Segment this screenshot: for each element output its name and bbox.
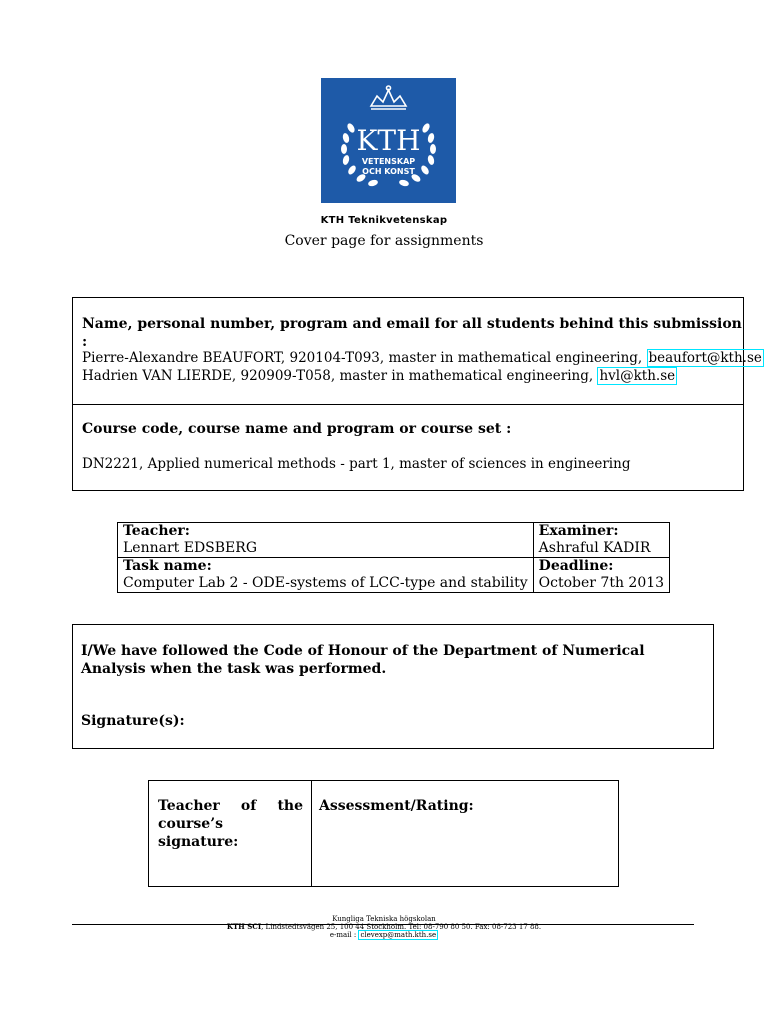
footer-email-link[interactable]: clevexp@math.kth.se [360,931,437,939]
honour-code-box [72,624,714,749]
task-label: Task name: [118,558,534,576]
task-value: Computer Lab 2 - ODE-systems of LCC-type and stability [118,575,534,593]
teacher-label: Teacher: [118,523,534,541]
logo-text: KTH [356,124,421,157]
assessment-label: Assessment/Rating: [319,798,474,814]
students-heading: Name, personal number, program and email for all students behind this submission : [82,316,742,350]
student-2-email-link[interactable]: hvl@kth.se [599,368,676,384]
logo-motto-line2: OCH KONST [362,167,415,176]
signature-label: Signature(s): [81,713,185,729]
honour-statement: I/We have followed the Code of Honour of the Department of Numerical Analysis when the task was performed. [81,643,645,677]
page-subtitle: Cover page for assignments [284,233,484,249]
student-line-1 [82,349,764,367]
box-divider [73,404,743,405]
footer-email-line [0,931,768,939]
student-line-2 [82,367,677,385]
deadline-value: October 7th 2013 [533,575,669,593]
footer-email-label: e-mail : [329,931,359,939]
assessment-box [148,780,619,887]
kth-logo [321,78,456,203]
course-heading: Course code, course name and program or course set : [82,421,512,437]
logo-motto-line1: VETENSKAP [361,157,416,166]
teacher-signature-label: Teacher of the course’s signature: [158,798,303,850]
teacher-value: Lennart EDSBERG [118,540,534,558]
footer-university: Kungliga Tekniska högskolan [332,915,436,923]
assignment-info-table [117,522,670,593]
examiner-value: Ashraful KADIR [533,540,669,558]
student-1-info: Pierre-Alexandre BEAUFORT, 920104-T093, master in mathematical engineering, [82,350,647,366]
school-name: KTH Teknikvetenskap [320,215,448,226]
examiner-label: Examiner: [533,523,669,541]
footer-school-code: KTH SCI [226,922,262,931]
student-1-email-link[interactable]: beaufort@kth.se [648,350,762,366]
assessment-divider [311,781,312,886]
deadline-label: Deadline: [533,558,669,576]
student-2-info: Hadrien VAN LIERDE, 920909-T058, master in mathematical engineering, [82,368,598,384]
students-course-box [72,297,762,491]
course-text: DN2221, Applied numerical methods - part 1, master of sciences in engineering [82,456,631,472]
footer-address-text: , Lindstedtsvägen 25, 100 44 Stockholm. Tel: 08-790 80 50. Fax: 08-723 17 88. [261,923,542,931]
